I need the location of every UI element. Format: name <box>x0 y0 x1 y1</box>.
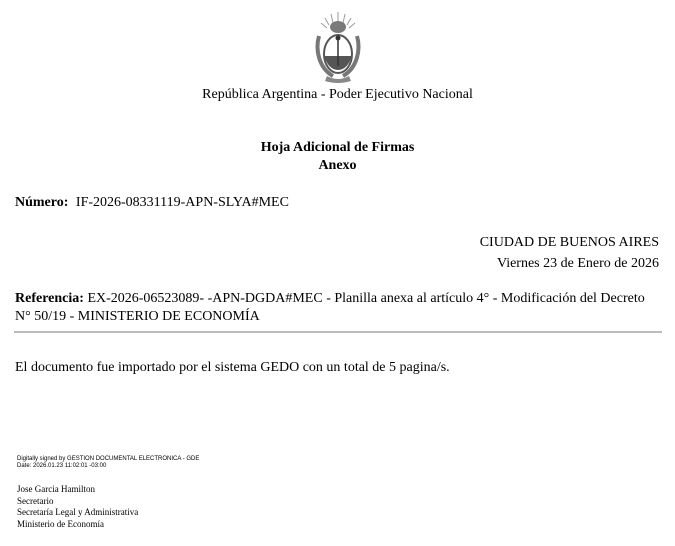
document-number-value: IF-2026-08331119-APN-SLYA#MEC <box>75 195 289 210</box>
digital-signature <box>17 456 199 470</box>
signer-ministry: Ministerio de Economía <box>17 518 104 529</box>
signer-office: Secretaría Legal y Administrativa <box>17 507 139 517</box>
document-number-label: Número: <box>15 195 69 210</box>
document-title: Hoja Adicional de Firmas <box>260 140 415 155</box>
reference-label: Referencia: <box>15 291 84 306</box>
signer-block <box>17 484 138 530</box>
body-text: El documento fue importado por el sistema GEDO con un total de 5 pagina/s. <box>15 360 450 375</box>
signer-name: Jose Garcia Hamilton <box>17 484 95 494</box>
digital-signature-line: Digitally signed by GESTION DOCUMENTAL ELECTRONICA - GDE <box>17 456 200 462</box>
document-date: Viernes 23 de Enero de 2026 <box>496 256 659 271</box>
document-subtitle: Anexo <box>318 158 357 173</box>
institution-header: República Argentina - Poder Ejecutivo Nacional <box>202 87 473 102</box>
coat-of-arms-icon <box>313 10 363 84</box>
divider <box>14 331 662 333</box>
reference-value: EX-2026-06523089- -APN-DGDA#MEC - Planilla anexa al artículo 4° - Modificación del Decreto N° 50/19 - MINISTERIO DE ECONOMÍA <box>15 291 645 324</box>
digital-signature-date: Date: 2026.01.23 11:02:01 -03:00 <box>17 463 107 469</box>
document-number <box>15 195 289 211</box>
reference <box>15 290 660 326</box>
signer-role: Secretario <box>17 495 54 506</box>
location-city: CIUDAD DE BUENOS AIRES <box>479 235 659 250</box>
